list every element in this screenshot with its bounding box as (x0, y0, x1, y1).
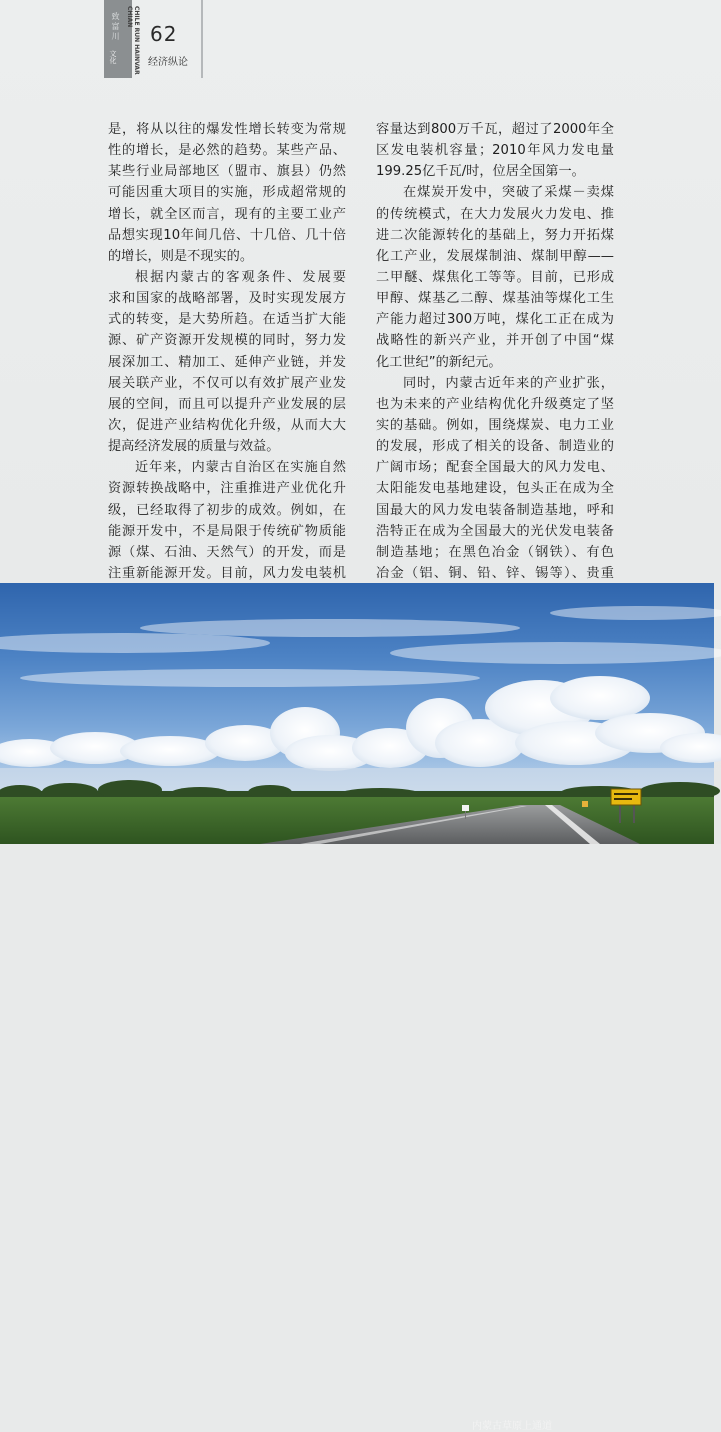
text-line: 二甲醚、煤焦化工等等。目前，已形成 (376, 269, 614, 285)
text-line: 的传统模式，在大力发展火力发电、推 (376, 206, 614, 222)
photo-caption: 内蒙古草原上通道 (472, 1421, 552, 1432)
text-line: 求和国家的战略部署，及时实现发展方 (108, 291, 346, 307)
left-text-column (108, 119, 346, 584)
grassland-road-photo (0, 583, 714, 1432)
text-line: 实的基础。例如，围绕煤炭、电力工业 (376, 417, 614, 433)
text-line: 战略性的新兴产业，并开创了中国“煤 (376, 333, 614, 349)
text-line: 浩特正在成为全国最大的光伏发电装备 (376, 523, 614, 539)
text-line: 源、矿产资源开发规模的同时，努力发 (108, 333, 346, 349)
text-line: 提高经济发展的质量与效益。 (108, 439, 280, 455)
text-line: 根据内蒙古的客观条件、发展要 (135, 269, 346, 285)
wispy-clouds (0, 606, 721, 687)
text-line: 可能因重大项目的实施，形成超常规的 (108, 185, 346, 201)
text-line: 区发电装机容量；2010年风力发电量 (376, 143, 614, 159)
text-line: 是，将从以往的爆发性增长转变为常规 (108, 122, 346, 137)
landscape-illustration (0, 583, 714, 844)
text-line: 化工产业，发展煤制油、煤制甲醇—— (376, 248, 614, 264)
masthead-culture-label: 文化 (109, 50, 117, 64)
text-line: 的发展，形成了相关的设备、制造业的 (376, 439, 614, 455)
text-line: 199.25亿千瓦/时，位居全国第一。 (376, 164, 585, 180)
text-line: 广阔市场；配套全国最大的风力发电、 (376, 460, 614, 476)
text-line: 注重新能源开发。目前，风力发电装机 (108, 565, 346, 581)
section-title: 经济纵论 (148, 57, 188, 68)
header-divider (201, 0, 203, 78)
text-line: 增长，就全区而言，现有的主要工业产 (108, 206, 346, 222)
text-line: 次，促进产业结构优化升级，从而大大 (108, 417, 346, 433)
text-line: 品想实现10年间几倍、十几倍、几十倍 (108, 227, 346, 243)
magazine-logo: 致富川 (111, 12, 120, 42)
text-line: 容量达到800万千瓦，超过了2000年全 (376, 122, 614, 137)
text-line: 冶金（铝、铜、铅、锌、锡等）、贵重 (376, 565, 614, 581)
text-line: 产能力超过300万吨，煤化工正在成为 (376, 312, 614, 328)
text-line: 同时，内蒙古近年来的产业扩张， (403, 375, 614, 391)
text-line: 制造基地；在黑色冶金（钢铁）、有色 (376, 544, 614, 560)
text-line: 展关联产业，不仅可以有效扩展产业发 (108, 375, 346, 391)
text-line: 式的转变，是大势所趋。在适当扩大能 (108, 312, 346, 328)
text-line: 进二次能源转化的基础上，努力开拓煤 (376, 227, 614, 243)
text-line: 源（煤、石油、天然气）的开发，而是 (108, 544, 346, 560)
text-line: 展深加工、精加工、延伸产业链，并发 (108, 354, 346, 370)
text-line: 也为未来的产业结构优化升级奠定了坚 (376, 396, 614, 412)
text-line: 国最大的风力发电装备制造基地，呼和 (376, 502, 614, 518)
text-line: 的增长，则是不现实的。 (108, 248, 254, 264)
text-line: 性的增长，是必然的趋势。某些产品、 (108, 143, 346, 159)
text-line: 太阳能发电基地建设，包头正在成为全 (376, 481, 614, 497)
text-line: 化工世纪”的新纪元。 (376, 354, 502, 370)
magazine-english-name: CHILE RUN HAINVAR CHIAN (126, 6, 140, 75)
text-line: 级，已经取得了初步的成效。例如，在 (108, 502, 346, 518)
text-line: 近年来，内蒙古自治区在实施自然 (135, 460, 346, 476)
text-line: 资源转换战略中，注重推进产业优化升 (108, 481, 346, 497)
cumulus-clouds (0, 676, 721, 771)
page-number: 62 (150, 22, 178, 46)
right-text-column (376, 119, 614, 584)
text-line: 在煤炭开发中，突破了采煤－卖煤 (403, 185, 614, 201)
text-line: 展的空间，而且可以提升产业发展的层 (108, 396, 346, 412)
text-line: 某些行业局部地区（盟市、旗县）仍然 (108, 164, 346, 180)
text-line: 能源开发中，不是局限于传统矿物质能 (108, 523, 346, 539)
text-line: 甲醇、煤基乙二醇、煤基油等煤化工生 (376, 291, 614, 307)
